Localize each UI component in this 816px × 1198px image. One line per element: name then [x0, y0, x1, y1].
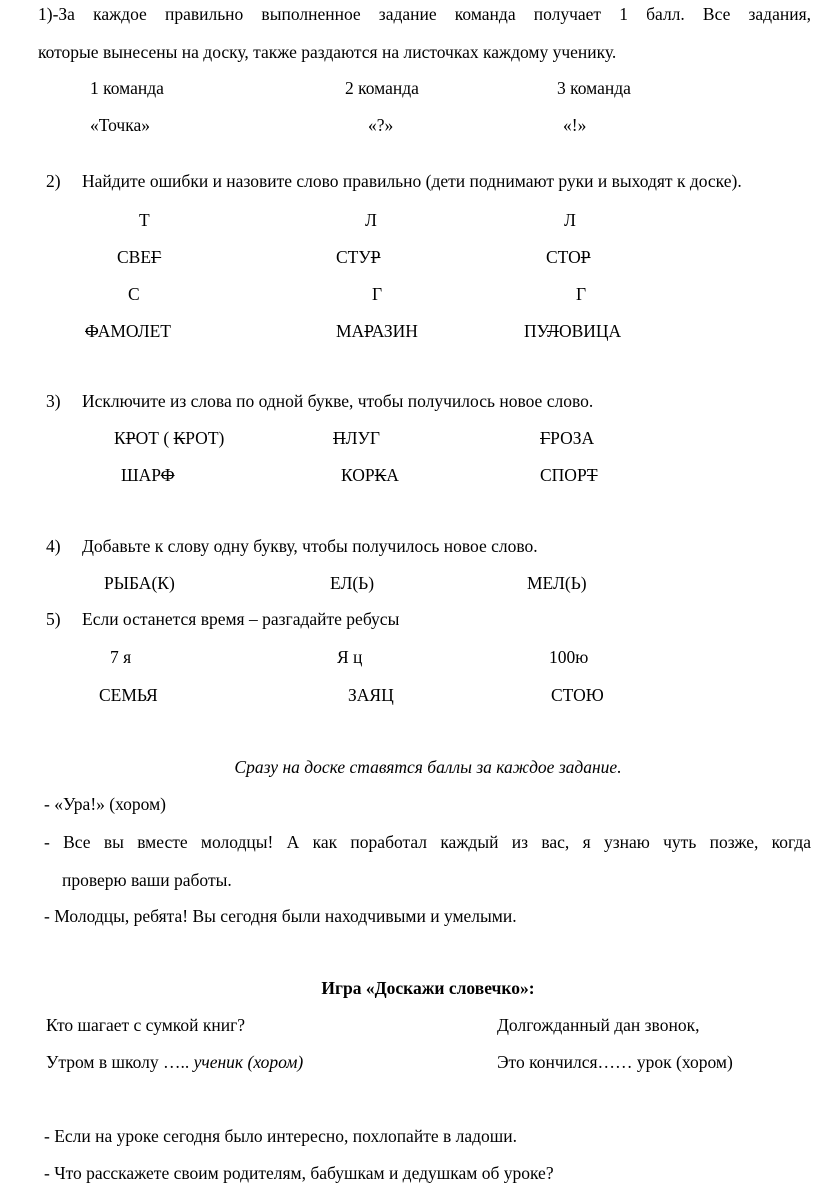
task2-letter: Т	[139, 210, 150, 230]
game-title: Игра «Доскажи словечко»:	[321, 978, 535, 998]
task2-letter: Г	[576, 284, 587, 304]
task4-number: 4)	[46, 536, 61, 556]
task2-word: СТУР	[336, 247, 381, 267]
team-3-name: 3 команда	[557, 78, 631, 98]
poem-line: Долгожданный дан звонок,	[497, 1015, 700, 1035]
task4-word: РЫБА(К)	[104, 573, 175, 593]
task3-word: КОРКА	[341, 465, 399, 485]
crossed-letter: К	[173, 428, 186, 448]
crossed-letter: Г	[540, 428, 551, 448]
crossed-letter: Ф	[85, 321, 98, 341]
crossed-letter: Л	[547, 321, 559, 341]
task3-word: ПЛУГ	[333, 428, 381, 448]
intro-line-2: которые вынесены на доску, также раздаются на листочках каждому ученику.	[38, 42, 617, 62]
rebus-answer: ЗАЯЦ	[348, 685, 394, 705]
task2-letter: Л	[365, 210, 377, 230]
dialog-line: - Все вы вместе молодцы! А как поработал каждый из вас, я узнаю чуть позже, когда	[44, 832, 811, 852]
team-2-title: «?»	[368, 115, 394, 135]
dialog-line: проверю ваши работы.	[62, 870, 232, 890]
rebus: 100ю	[549, 647, 589, 667]
task2-letter: Г	[372, 284, 383, 304]
poem-line: Это кончился…… урок (хором)	[497, 1052, 733, 1072]
poem-line: Кто шагает с сумкой книг?	[46, 1015, 246, 1035]
closing-line: - Что расскажете своим родителям, бабушкам и дедушкам об уроке?	[44, 1163, 554, 1183]
task3-word: СПОРТ	[540, 465, 598, 485]
crossed-letter: Р	[370, 247, 381, 267]
scoring-note: Сразу на доске ставятся баллы за каждое задание.	[234, 757, 622, 777]
crossed-letter: Р	[580, 247, 591, 267]
intro-line-1: 1)-За каждое правильно выполненное задание команда получает 1 балл. Все задания,	[38, 4, 811, 24]
rebus: Я ц	[337, 647, 363, 667]
task5-text: Если останется время – разгадайте ребусы	[82, 609, 400, 629]
task2-word: СВЕГ	[117, 247, 162, 267]
task2-word: ФАМОЛЕТ	[85, 321, 171, 341]
task2-letter: С	[128, 284, 140, 304]
task4-word: ЕЛ(Ь)	[330, 573, 375, 593]
crossed-letter: Р	[125, 428, 136, 448]
closing-line: - Если на уроке сегодня было интересно, похлопайте в ладоши.	[44, 1126, 517, 1146]
crossed-letter: Р	[364, 321, 372, 341]
task2-word: СТОР	[546, 247, 591, 267]
task3-text: Исключите из слова по одной букве, чтобы получилось новое слово.	[82, 391, 594, 411]
task4-text: Добавьте к слову одну букву, чтобы получилось новое слово.	[82, 536, 538, 556]
task3-word: КРОТ ( КРОТ)	[114, 428, 225, 448]
poem-line: Утром в школу ….. ученик (хором)	[46, 1052, 304, 1072]
task2-word: МАРАЗИН	[336, 321, 418, 341]
task3-word: ГРОЗА	[540, 428, 595, 448]
crossed-letter: К	[374, 465, 387, 485]
crossed-letter: Г	[151, 247, 162, 267]
team-1-name: 1 команда	[90, 78, 164, 98]
dialog-line: - Молодцы, ребята! Вы сегодня были находчивыми и умелыми.	[44, 906, 517, 926]
crossed-letter: Ф	[160, 465, 175, 485]
task4-word: МЕЛ(Ь)	[527, 573, 587, 593]
task3-word: ШАРФ	[121, 465, 175, 485]
rebus-answer: СЕМЬЯ	[99, 685, 158, 705]
crossed-letter: П	[333, 428, 346, 448]
task2-text: Найдите ошибки и назовите слово правильно (дети поднимают руки и выходят к доске).	[82, 171, 742, 191]
task2-number: 2)	[46, 171, 61, 191]
team-1-title: «Точка»	[90, 115, 150, 135]
task2-letter: Л	[564, 210, 576, 230]
rebus: 7 я	[110, 647, 132, 667]
rebus-answer: СТОЮ	[551, 685, 604, 705]
team-3-title: «!»	[563, 115, 587, 135]
dialog-line: - «Ура!» (хором)	[44, 794, 167, 814]
task2-word: ПУЛОВИЦА	[524, 321, 622, 341]
task3-number: 3)	[46, 391, 61, 411]
team-2-name: 2 команда	[345, 78, 419, 98]
task5-number: 5)	[46, 609, 61, 629]
crossed-letter: Т	[586, 465, 598, 485]
